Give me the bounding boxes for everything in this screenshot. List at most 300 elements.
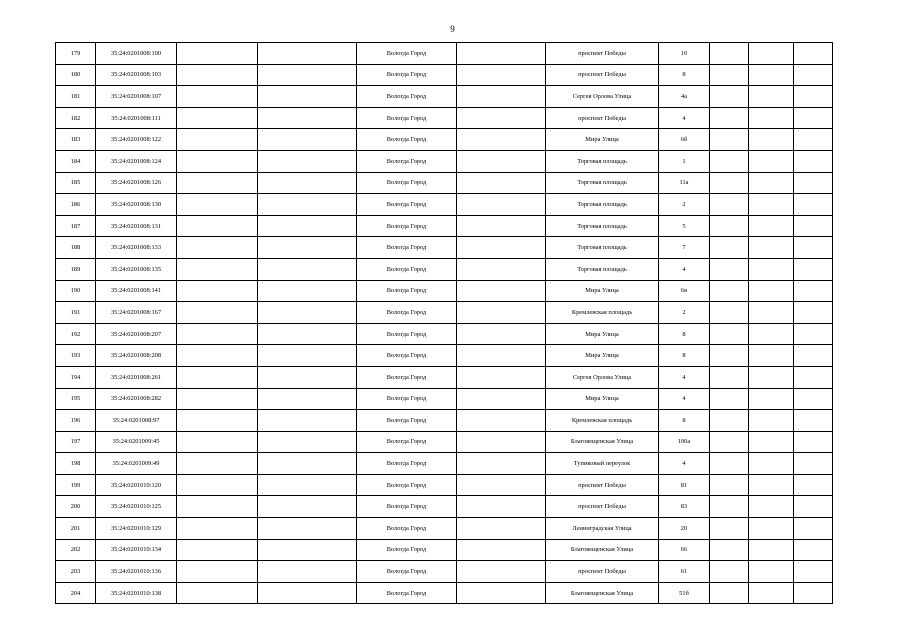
street-cell: Ленинградская Улица <box>546 518 659 540</box>
table-row <box>56 172 833 194</box>
empty-cell-d <box>710 64 749 86</box>
empty-cell-f <box>794 172 833 194</box>
table-row <box>56 496 833 518</box>
street-cell: проспект Победы <box>546 496 659 518</box>
empty-cell-c <box>457 388 546 410</box>
empty-cell-b <box>258 323 357 345</box>
table-row <box>56 474 833 496</box>
empty-cell-c <box>457 129 546 151</box>
cadastral-number-cell: 35:24:0201010:136 <box>96 561 177 583</box>
table-row <box>56 107 833 129</box>
locality-cell: Вологда Город <box>357 453 457 475</box>
empty-cell-b <box>258 561 357 583</box>
locality-cell: Вологда Город <box>357 280 457 302</box>
empty-cell-b <box>258 64 357 86</box>
empty-cell-c <box>457 431 546 453</box>
empty-cell-d <box>710 474 749 496</box>
locality-cell: Вологда Город <box>357 172 457 194</box>
empty-cell-b <box>258 431 357 453</box>
row-number-cell: 189 <box>56 258 96 280</box>
locality-cell: Вологда Город <box>357 582 457 604</box>
empty-cell-d <box>710 237 749 259</box>
empty-cell-a <box>177 302 258 324</box>
house-number-cell: 61 <box>659 561 710 583</box>
table-row <box>56 43 833 65</box>
locality-cell: Вологда Город <box>357 323 457 345</box>
street-cell: Благовещенская Улица <box>546 539 659 561</box>
cadastral-number-cell: 35:24:0201008:111 <box>96 107 177 129</box>
empty-cell-b <box>258 194 357 216</box>
house-number-cell: 8 <box>659 64 710 86</box>
empty-cell-d <box>710 561 749 583</box>
row-number-cell: 191 <box>56 302 96 324</box>
empty-cell-c <box>457 237 546 259</box>
cadastral-number-cell: 35:24:0201010:120 <box>96 474 177 496</box>
table-row <box>56 582 833 604</box>
street-cell: Мира Улица <box>546 388 659 410</box>
empty-cell-b <box>258 539 357 561</box>
empty-cell-d <box>710 86 749 108</box>
empty-cell-e <box>749 453 794 475</box>
row-number-cell: 202 <box>56 539 96 561</box>
empty-cell-f <box>794 107 833 129</box>
locality-cell: Вологда Город <box>357 410 457 432</box>
house-number-cell: 4 <box>659 388 710 410</box>
empty-cell-e <box>749 410 794 432</box>
table-row <box>56 215 833 237</box>
street-cell: Мира Улица <box>546 129 659 151</box>
empty-cell-c <box>457 561 546 583</box>
empty-cell-d <box>710 107 749 129</box>
empty-cell-c <box>457 150 546 172</box>
cadastral-number-cell: 35:24:0201008:167 <box>96 302 177 324</box>
empty-cell-f <box>794 323 833 345</box>
cadastral-number-cell: 35:24:0201008:122 <box>96 129 177 151</box>
house-number-cell: 6в <box>659 280 710 302</box>
empty-cell-e <box>749 172 794 194</box>
street-cell: Мира Улица <box>546 345 659 367</box>
empty-cell-d <box>710 431 749 453</box>
empty-cell-b <box>258 280 357 302</box>
table-row <box>56 86 833 108</box>
street-cell: Благовещенская Улица <box>546 582 659 604</box>
empty-cell-f <box>794 43 833 65</box>
empty-cell-b <box>258 107 357 129</box>
empty-cell-a <box>177 496 258 518</box>
empty-cell-b <box>258 215 357 237</box>
empty-cell-d <box>710 215 749 237</box>
street-cell: Торговая площадь <box>546 215 659 237</box>
empty-cell-d <box>710 345 749 367</box>
house-number-cell: 4а <box>659 86 710 108</box>
empty-cell-d <box>710 388 749 410</box>
table-row <box>56 150 833 172</box>
property-register-table <box>55 42 833 604</box>
row-number-cell: 194 <box>56 366 96 388</box>
empty-cell-f <box>794 518 833 540</box>
empty-cell-b <box>258 129 357 151</box>
empty-cell-a <box>177 107 258 129</box>
row-number-cell: 204 <box>56 582 96 604</box>
house-number-cell: 81 <box>659 474 710 496</box>
locality-cell: Вологда Город <box>357 388 457 410</box>
page-number: 9 <box>450 24 455 34</box>
cadastral-number-cell: 35:24:0201008:126 <box>96 172 177 194</box>
empty-cell-a <box>177 64 258 86</box>
table-row <box>56 539 833 561</box>
empty-cell-d <box>710 172 749 194</box>
house-number-cell: 4 <box>659 107 710 129</box>
row-number-cell: 181 <box>56 86 96 108</box>
street-cell: Мира Улица <box>546 323 659 345</box>
cadastral-number-cell: 35:24:0201008:208 <box>96 345 177 367</box>
row-number-cell: 184 <box>56 150 96 172</box>
empty-cell-e <box>749 129 794 151</box>
empty-cell-b <box>258 237 357 259</box>
empty-cell-a <box>177 474 258 496</box>
empty-cell-a <box>177 150 258 172</box>
row-number-cell: 197 <box>56 431 96 453</box>
empty-cell-e <box>749 43 794 65</box>
empty-cell-a <box>177 215 258 237</box>
empty-cell-c <box>457 43 546 65</box>
empty-cell-e <box>749 258 794 280</box>
empty-cell-b <box>258 366 357 388</box>
street-cell: Тупиковый переулок <box>546 453 659 475</box>
empty-cell-e <box>749 582 794 604</box>
street-cell: проспект Победы <box>546 107 659 129</box>
empty-cell-b <box>258 150 357 172</box>
row-number-cell: 198 <box>56 453 96 475</box>
house-number-cell: 2 <box>659 194 710 216</box>
cadastral-number-cell: 35:24:0201010:125 <box>96 496 177 518</box>
locality-cell: Вологда Город <box>357 86 457 108</box>
empty-cell-d <box>710 582 749 604</box>
cadastral-number-cell: 35:24:0201008:107 <box>96 86 177 108</box>
empty-cell-d <box>710 323 749 345</box>
street-cell: Кремлевская площадь <box>546 410 659 432</box>
locality-cell: Вологда Город <box>357 496 457 518</box>
empty-cell-a <box>177 345 258 367</box>
cadastral-number-cell: 35:24:0201008:124 <box>96 150 177 172</box>
cadastral-number-cell: 35:24:0201010:129 <box>96 518 177 540</box>
empty-cell-d <box>710 410 749 432</box>
street-cell: Торговая площадь <box>546 194 659 216</box>
row-number-cell: 200 <box>56 496 96 518</box>
empty-cell-a <box>177 237 258 259</box>
empty-cell-a <box>177 280 258 302</box>
row-number-cell: 186 <box>56 194 96 216</box>
empty-cell-c <box>457 258 546 280</box>
empty-cell-a <box>177 86 258 108</box>
empty-cell-d <box>710 453 749 475</box>
table-row <box>56 237 833 259</box>
table-row <box>56 129 833 151</box>
empty-cell-f <box>794 64 833 86</box>
empty-cell-f <box>794 258 833 280</box>
cadastral-number-cell: 35:24:0201008:97 <box>96 410 177 432</box>
empty-cell-e <box>749 194 794 216</box>
house-number-cell: 51б <box>659 582 710 604</box>
street-cell: Торговая площадь <box>546 172 659 194</box>
empty-cell-d <box>710 366 749 388</box>
empty-cell-d <box>710 129 749 151</box>
empty-cell-e <box>749 323 794 345</box>
empty-cell-b <box>258 518 357 540</box>
empty-cell-e <box>749 518 794 540</box>
empty-cell-a <box>177 172 258 194</box>
empty-cell-d <box>710 150 749 172</box>
locality-cell: Вологда Город <box>357 258 457 280</box>
table-row <box>56 194 833 216</box>
empty-cell-b <box>258 388 357 410</box>
row-number-cell: 201 <box>56 518 96 540</box>
empty-cell-b <box>258 258 357 280</box>
locality-cell: Вологда Город <box>357 366 457 388</box>
empty-cell-b <box>258 453 357 475</box>
empty-cell-e <box>749 388 794 410</box>
cadastral-number-cell: 35:24:0201010:138 <box>96 582 177 604</box>
table-row <box>56 280 833 302</box>
table-row <box>56 453 833 475</box>
empty-cell-f <box>794 302 833 324</box>
empty-cell-f <box>794 496 833 518</box>
empty-cell-f <box>794 431 833 453</box>
empty-cell-e <box>749 474 794 496</box>
house-number-cell: 4 <box>659 258 710 280</box>
row-number-cell: 187 <box>56 215 96 237</box>
house-number-cell: 100а <box>659 431 710 453</box>
house-number-cell: 6б <box>659 129 710 151</box>
row-number-cell: 195 <box>56 388 96 410</box>
empty-cell-d <box>710 496 749 518</box>
empty-cell-a <box>177 582 258 604</box>
empty-cell-d <box>710 43 749 65</box>
empty-cell-c <box>457 86 546 108</box>
empty-cell-e <box>749 302 794 324</box>
locality-cell: Вологда Город <box>357 129 457 151</box>
street-cell: проспект Победы <box>546 561 659 583</box>
locality-cell: Вологда Город <box>357 518 457 540</box>
empty-cell-f <box>794 388 833 410</box>
empty-cell-b <box>258 496 357 518</box>
empty-cell-f <box>794 194 833 216</box>
empty-cell-a <box>177 453 258 475</box>
house-number-cell: 5 <box>659 215 710 237</box>
house-number-cell: 2 <box>659 302 710 324</box>
empty-cell-b <box>258 86 357 108</box>
empty-cell-c <box>457 323 546 345</box>
cadastral-number-cell: 35:24:0201008:282 <box>96 388 177 410</box>
street-cell: проспект Победы <box>546 474 659 496</box>
row-number-cell: 196 <box>56 410 96 432</box>
street-cell: Сергея Орлова Улица <box>546 86 659 108</box>
empty-cell-c <box>457 582 546 604</box>
house-number-cell: 8 <box>659 323 710 345</box>
empty-cell-c <box>457 194 546 216</box>
empty-cell-f <box>794 280 833 302</box>
locality-cell: Вологда Город <box>357 43 457 65</box>
row-number-cell: 190 <box>56 280 96 302</box>
table-row <box>56 388 833 410</box>
empty-cell-e <box>749 539 794 561</box>
cadastral-number-cell: 35:24:0201008:135 <box>96 258 177 280</box>
row-number-cell: 180 <box>56 64 96 86</box>
locality-cell: Вологда Город <box>357 107 457 129</box>
empty-cell-e <box>749 366 794 388</box>
table-row <box>56 345 833 367</box>
empty-cell-f <box>794 129 833 151</box>
house-number-cell: 4 <box>659 453 710 475</box>
empty-cell-e <box>749 150 794 172</box>
empty-cell-a <box>177 410 258 432</box>
table-row <box>56 518 833 540</box>
cadastral-number-cell: 35:24:0201009:45 <box>96 431 177 453</box>
empty-cell-f <box>794 582 833 604</box>
cadastral-number-cell: 35:24:0201008:133 <box>96 237 177 259</box>
table-row <box>56 410 833 432</box>
house-number-cell: 10 <box>659 43 710 65</box>
table-body <box>56 43 833 604</box>
empty-cell-e <box>749 64 794 86</box>
row-number-cell: 203 <box>56 561 96 583</box>
house-number-cell: 83 <box>659 496 710 518</box>
cadastral-number-cell: 35:24:0201008:207 <box>96 323 177 345</box>
empty-cell-a <box>177 129 258 151</box>
locality-cell: Вологда Город <box>357 474 457 496</box>
cadastral-number-cell: 35:24:0201008:130 <box>96 194 177 216</box>
empty-cell-a <box>177 366 258 388</box>
locality-cell: Вологда Город <box>357 561 457 583</box>
empty-cell-c <box>457 410 546 432</box>
empty-cell-a <box>177 194 258 216</box>
empty-cell-a <box>177 539 258 561</box>
cadastral-number-cell: 35:24:0201008:100 <box>96 43 177 65</box>
locality-cell: Вологда Город <box>357 64 457 86</box>
house-number-cell: 8 <box>659 410 710 432</box>
empty-cell-e <box>749 215 794 237</box>
house-number-cell: 66 <box>659 539 710 561</box>
empty-cell-f <box>794 150 833 172</box>
empty-cell-c <box>457 518 546 540</box>
empty-cell-c <box>457 539 546 561</box>
cadastral-number-cell: 35:24:0201009:49 <box>96 453 177 475</box>
empty-cell-c <box>457 453 546 475</box>
street-cell: проспект Победы <box>546 64 659 86</box>
empty-cell-b <box>258 302 357 324</box>
empty-cell-f <box>794 453 833 475</box>
empty-cell-d <box>710 302 749 324</box>
row-number-cell: 183 <box>56 129 96 151</box>
empty-cell-d <box>710 539 749 561</box>
row-number-cell: 193 <box>56 345 96 367</box>
house-number-cell: 8 <box>659 345 710 367</box>
empty-cell-a <box>177 518 258 540</box>
empty-cell-e <box>749 107 794 129</box>
empty-cell-a <box>177 43 258 65</box>
street-cell: Мира Улица <box>546 280 659 302</box>
cadastral-number-cell: 35:24:0201010:134 <box>96 539 177 561</box>
empty-cell-b <box>258 345 357 367</box>
empty-cell-d <box>710 258 749 280</box>
table-row <box>56 366 833 388</box>
empty-cell-c <box>457 366 546 388</box>
empty-cell-e <box>749 237 794 259</box>
empty-cell-b <box>258 172 357 194</box>
row-number-cell: 185 <box>56 172 96 194</box>
empty-cell-d <box>710 280 749 302</box>
empty-cell-d <box>710 194 749 216</box>
locality-cell: Вологда Город <box>357 215 457 237</box>
empty-cell-c <box>457 64 546 86</box>
empty-cell-e <box>749 345 794 367</box>
table-row <box>56 561 833 583</box>
house-number-cell: 20 <box>659 518 710 540</box>
row-number-cell: 179 <box>56 43 96 65</box>
empty-cell-b <box>258 43 357 65</box>
house-number-cell: 4 <box>659 366 710 388</box>
street-cell: Кремлевская площадь <box>546 302 659 324</box>
cadastral-number-cell: 35:24:0201008:261 <box>96 366 177 388</box>
empty-cell-e <box>749 431 794 453</box>
row-number-cell: 192 <box>56 323 96 345</box>
locality-cell: Вологда Город <box>357 431 457 453</box>
empty-cell-f <box>794 366 833 388</box>
row-number-cell: 199 <box>56 474 96 496</box>
table-row <box>56 64 833 86</box>
street-cell: проспект Победы <box>546 43 659 65</box>
cadastral-number-cell: 35:24:0201008:103 <box>96 64 177 86</box>
empty-cell-c <box>457 215 546 237</box>
locality-cell: Вологда Город <box>357 345 457 367</box>
empty-cell-f <box>794 561 833 583</box>
locality-cell: Вологда Город <box>357 237 457 259</box>
empty-cell-d <box>710 518 749 540</box>
locality-cell: Вологда Город <box>357 150 457 172</box>
empty-cell-e <box>749 561 794 583</box>
empty-cell-b <box>258 410 357 432</box>
street-cell: Сергея Орлова Улица <box>546 366 659 388</box>
empty-cell-e <box>749 496 794 518</box>
cadastral-number-cell: 35:24:0201008:141 <box>96 280 177 302</box>
empty-cell-a <box>177 561 258 583</box>
house-number-cell: 7 <box>659 237 710 259</box>
street-cell: Благовещенская Улица <box>546 431 659 453</box>
empty-cell-c <box>457 496 546 518</box>
cadastral-number-cell: 35:24:0201008:131 <box>96 215 177 237</box>
empty-cell-f <box>794 215 833 237</box>
empty-cell-b <box>258 474 357 496</box>
house-number-cell: 11а <box>659 172 710 194</box>
street-cell: Торговая площадь <box>546 258 659 280</box>
empty-cell-f <box>794 410 833 432</box>
empty-cell-a <box>177 323 258 345</box>
street-cell: Торговая площадь <box>546 150 659 172</box>
table-row <box>56 431 833 453</box>
empty-cell-e <box>749 280 794 302</box>
empty-cell-a <box>177 388 258 410</box>
empty-cell-a <box>177 431 258 453</box>
empty-cell-a <box>177 258 258 280</box>
house-number-cell: 1 <box>659 150 710 172</box>
empty-cell-f <box>794 345 833 367</box>
empty-cell-c <box>457 474 546 496</box>
empty-cell-c <box>457 280 546 302</box>
locality-cell: Вологда Город <box>357 302 457 324</box>
table-row <box>56 323 833 345</box>
empty-cell-c <box>457 302 546 324</box>
table-row <box>56 302 833 324</box>
